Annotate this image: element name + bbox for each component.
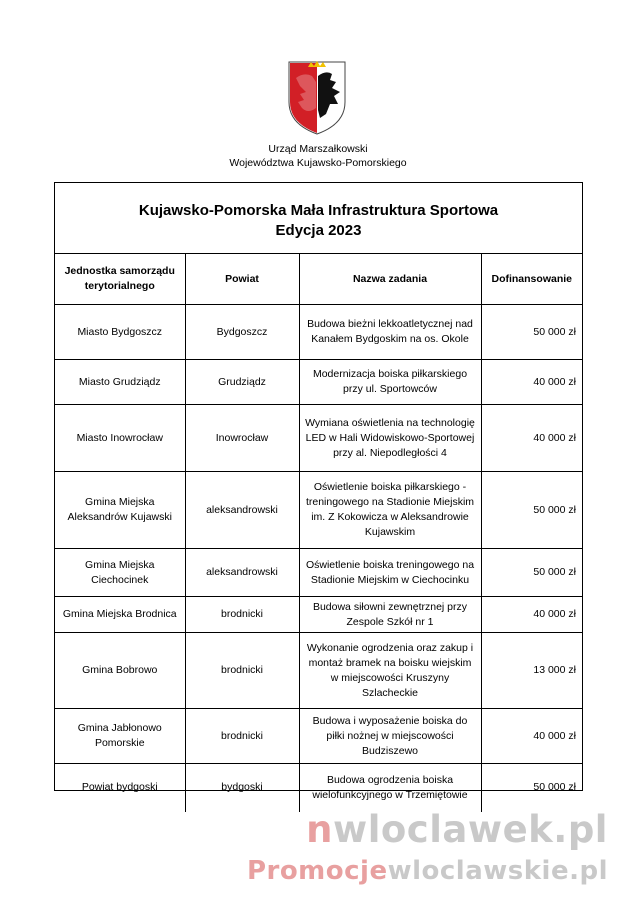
cell-task: Oświetlenie boiska piłkarskiego - treningowego na Stadionie Miejskim im. Z Kokowicza w Aleksandrowie Kujawskim	[299, 472, 481, 549]
cell-funding: 50 000 zł	[481, 472, 582, 549]
table-row	[55, 764, 582, 812]
cell-unit: Gmina Miejska Brodnica	[55, 597, 185, 633]
header-county: Powiat	[185, 254, 299, 305]
cell-funding: 40 000 zł	[481, 405, 582, 472]
watermark-rest: wloclawskie.pl	[387, 856, 608, 886]
cell-unit: Gmina Miejska Aleksandrów Kujawski	[55, 472, 185, 549]
watermark-rest: wloclawek.pl	[333, 808, 608, 851]
table-row	[55, 472, 582, 549]
cell-task: Budowa ogrodzenia boiska wielofunkcyjnego w Trzemiętowie	[299, 764, 481, 812]
cell-county: bydgoski	[185, 764, 299, 812]
cell-unit: Miasto Inowrocław	[55, 405, 185, 472]
watermark-accent: n	[306, 808, 334, 851]
cell-county: aleksandrowski	[185, 472, 299, 549]
table-row	[55, 305, 582, 360]
table-row	[55, 360, 582, 405]
cell-unit: Gmina Bobrowo	[55, 633, 185, 709]
cell-unit: Gmina Miejska Ciechocinek	[55, 549, 185, 597]
cell-task: Wykonanie ogrodzenia oraz zakup i montaż bramek na boisku wiejskim w miejscowości Kruszyny Szlacheckie	[299, 633, 481, 709]
watermark-nwloclawek	[306, 808, 608, 851]
cell-task: Budowa i wyposażenie boiska do piłki nożnej w miejscowości Budziszewo	[299, 709, 481, 764]
office-name-line-1: Urząd Marszałkowski	[268, 143, 368, 155]
table-row	[55, 633, 582, 709]
watermark-promocje	[247, 856, 608, 886]
cell-task: Budowa siłowni zewnętrznej przy Zespole Szkół nr 1	[299, 597, 481, 633]
header-task: Nazwa zadania	[299, 254, 481, 305]
cell-funding: 50 000 zł	[481, 305, 582, 360]
cell-task: Budowa bieżni lekkoatletycznej nad Kanałem Bydgoskim na os. Okole	[299, 305, 481, 360]
funding-table	[55, 253, 582, 812]
cell-unit: Powiat bydgoski	[55, 764, 185, 812]
coat-of-arms-icon	[286, 58, 348, 136]
cell-funding: 50 000 zł	[481, 764, 582, 812]
edition-label: Edycja 2023	[275, 222, 362, 239]
title-box	[55, 183, 582, 253]
office-name-line-2: Województwa Kujawsko-Pomorskiego	[229, 157, 407, 169]
header-funding: Dofinansowanie	[481, 254, 582, 305]
cell-funding: 40 000 zł	[481, 709, 582, 764]
header-unit: Jednostka samorządu terytorialnego	[55, 254, 185, 305]
cell-county: brodnicki	[185, 633, 299, 709]
table-row	[55, 709, 582, 764]
cell-funding: 40 000 zł	[481, 360, 582, 405]
cell-task: Modernizacja boiska piłkarskiego przy ul. Sportowców	[299, 360, 481, 405]
cell-funding: 50 000 zł	[481, 549, 582, 597]
table-row	[55, 405, 582, 472]
cell-county: brodnicki	[185, 709, 299, 764]
cell-county: Bydgoszcz	[185, 305, 299, 360]
cell-county: Inowrocław	[185, 405, 299, 472]
cell-unit: Miasto Bydgoszcz	[55, 305, 185, 360]
cell-funding: 13 000 zł	[481, 633, 582, 709]
cell-county: brodnicki	[185, 597, 299, 633]
document-title: Kujawsko-Pomorska Mała Infrastruktura Sportowa	[138, 202, 499, 219]
cell-county: Grudziądz	[185, 360, 299, 405]
cell-task: Wymiana oświetlenia na technologię LED w Hali Widowiskowo-Sportowej przy al. Niepodległości 4	[299, 405, 481, 472]
results-frame	[54, 182, 583, 801]
cell-task: Oświetlenie boiska treningowego na Stadionie Miejskim w Ciechocinku	[299, 549, 481, 597]
table-row	[55, 597, 582, 633]
table-header-row	[55, 254, 582, 305]
cell-county: aleksandrowski	[185, 549, 299, 597]
cell-unit: Gmina Jabłonowo Pomorskie	[55, 709, 185, 764]
table-row	[55, 549, 582, 597]
watermark-accent: Promocje	[246, 856, 388, 886]
cell-funding: 40 000 zł	[481, 597, 582, 633]
cell-unit: Miasto Grudziądz	[55, 360, 185, 405]
